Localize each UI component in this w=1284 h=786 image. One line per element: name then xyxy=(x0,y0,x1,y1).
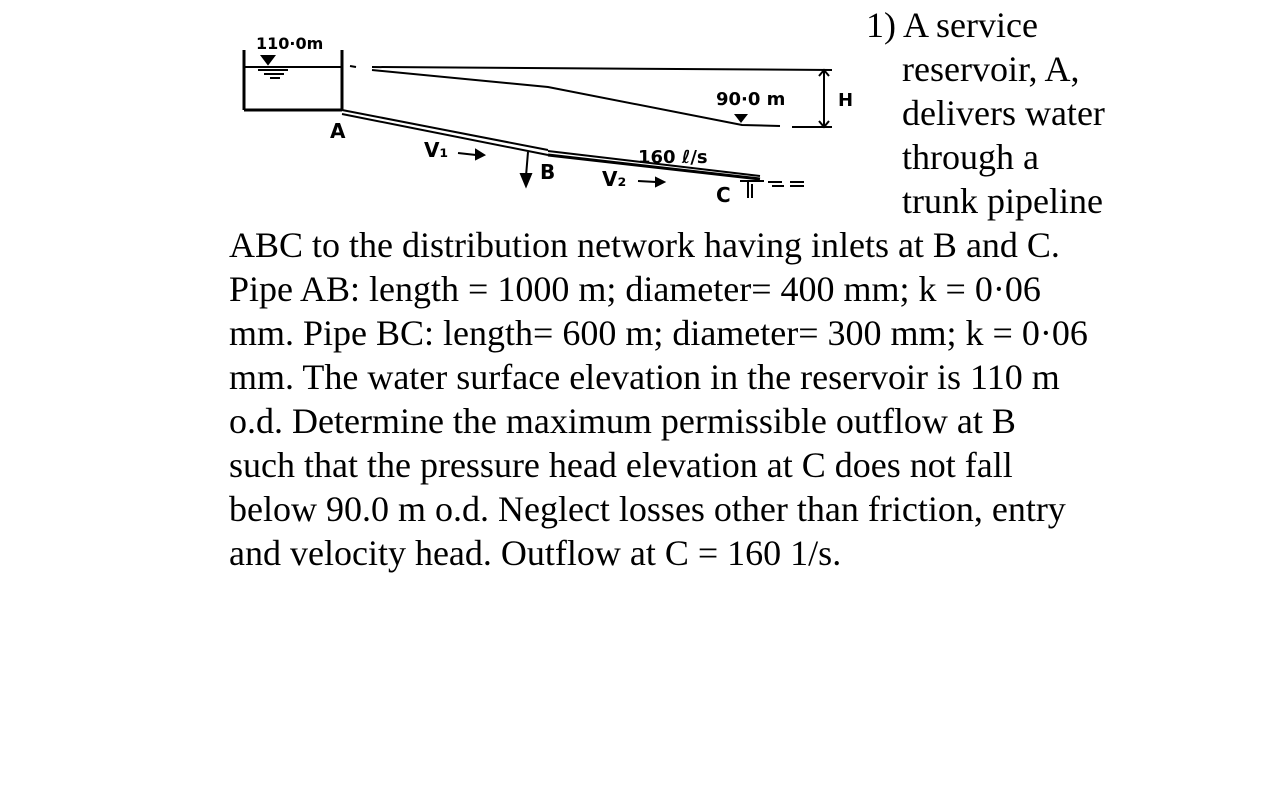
velocity-2-label: V₂ xyxy=(602,167,627,191)
problem-intro-line-2: reservoir, A, xyxy=(902,49,1080,89)
problem-body-line: and velocity head. Outflow at C = 160 1/s. xyxy=(229,533,842,573)
point-b-label: B xyxy=(540,160,556,184)
reservoir-level-label: 110·0m xyxy=(256,34,324,53)
outlet-c-marker xyxy=(740,181,804,198)
problem-intro-line-3: delivers water xyxy=(902,93,1105,133)
velocity-1-label: V₁ xyxy=(424,138,449,162)
problem-body-line: mm. The water surface elevation in the reservoir is 110 m xyxy=(229,357,1060,397)
problem-body-line: such that the pressure head elevation at C does not fall xyxy=(229,445,1013,485)
head-label: H xyxy=(838,90,854,111)
reservoir xyxy=(244,50,342,110)
velocity-2-arrow xyxy=(638,178,664,186)
problem-body-line: ABC to the distribution network having inlets at B and C. xyxy=(229,225,1060,265)
point-c-label: C xyxy=(716,183,731,207)
head-dimension xyxy=(819,70,829,127)
problem-intro-line-1: 1) A service xyxy=(866,5,1038,45)
problem-intro-line-5: trunk pipeline xyxy=(902,181,1103,221)
pressure-level-marker xyxy=(734,114,748,123)
point-a-label: A xyxy=(330,119,346,143)
problem-intro-block xyxy=(902,47,1105,223)
problem-body-line: Pipe AB: length = 1000 m; diameter= 400 mm; k = 0·06 xyxy=(229,269,1041,309)
problem-body xyxy=(229,223,1088,575)
outflow-c-label: 160 ℓ/s xyxy=(638,147,708,168)
problem-body-line: mm. Pipe BC: length= 600 m; diameter= 300 mm; k = 0·06 xyxy=(229,313,1088,353)
pipeline-diagram xyxy=(232,26,854,222)
outflow-b-arrow xyxy=(521,152,531,186)
pressure-level-label: 90·0 m xyxy=(716,89,786,110)
problem-intro-line-4: through a xyxy=(902,137,1039,177)
problem-body-line: o.d. Determine the maximum permissible outflow at B xyxy=(229,401,1016,441)
problem-body-line: below 90.0 m o.d. Neglect losses other than friction, entry xyxy=(229,489,1066,529)
velocity-1-arrow xyxy=(458,150,484,159)
